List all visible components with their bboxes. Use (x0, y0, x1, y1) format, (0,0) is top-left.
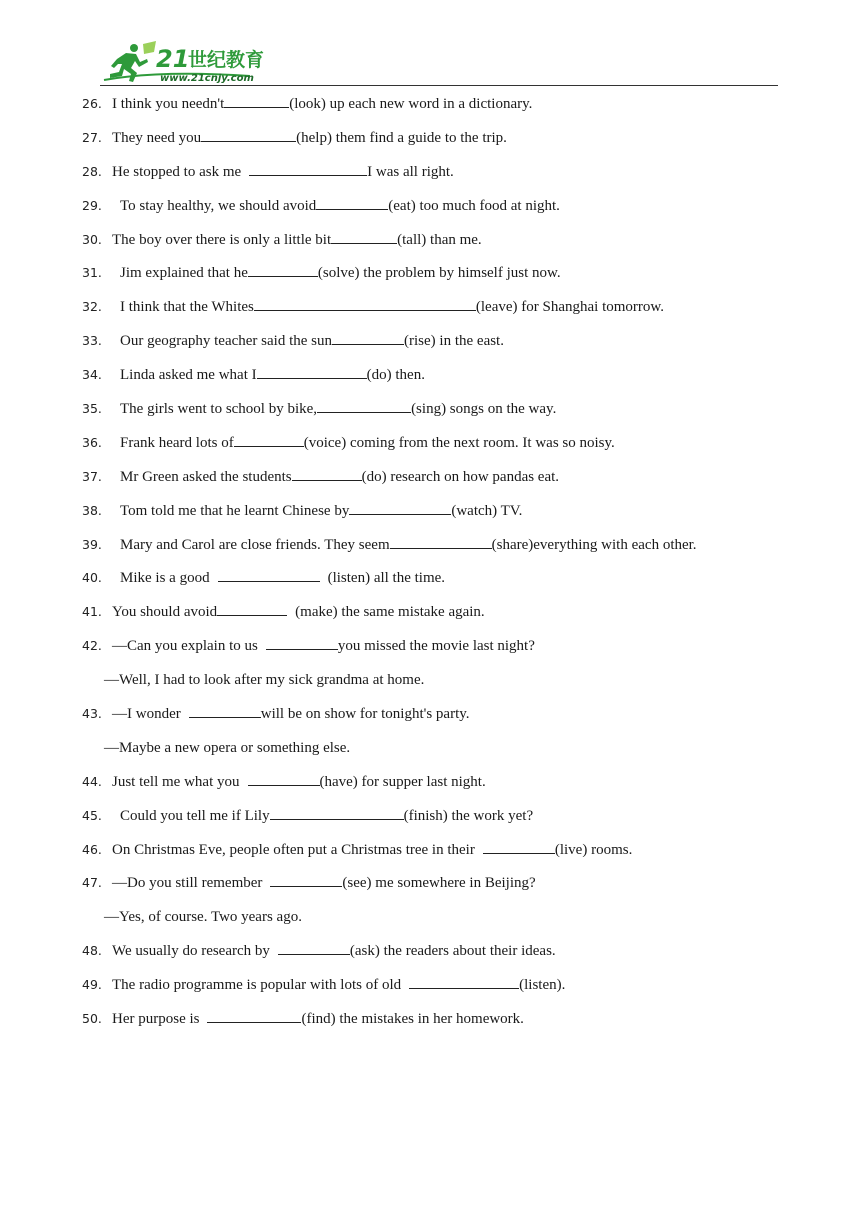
answer-blank[interactable] (390, 534, 492, 549)
question-list (82, 93, 782, 1042)
question-text: You should avoid (112, 604, 218, 621)
answer-line (82, 906, 782, 940)
question-text: —I wonder (112, 706, 181, 723)
question-number: 50. (82, 1011, 102, 1027)
question-number: 47. (82, 875, 102, 891)
question-hint: (do) research on how pandas eat. (361, 468, 560, 485)
question-number: 36. (82, 434, 102, 450)
question-item (82, 161, 782, 195)
answer-blank[interactable] (234, 432, 304, 447)
question-item (82, 703, 782, 737)
question-hint: I was all right. (367, 163, 454, 180)
question-number: 30. (82, 231, 102, 247)
header-rule (100, 85, 778, 86)
question-hint: (see) me somewhere in Beijing? (342, 875, 536, 892)
answer-blank[interactable] (316, 195, 388, 210)
answer-blank[interactable] (349, 500, 451, 515)
question-number: 27. (82, 129, 102, 145)
question-hint: (listen) all the time. (327, 570, 446, 587)
question-hint: (look) up each new word in a dictionary. (289, 96, 533, 112)
answer-blank[interactable] (266, 635, 338, 650)
answer-blank[interactable] (249, 161, 367, 176)
question-text: He stopped to ask me (112, 163, 242, 180)
question-text: Linda asked me what I (120, 367, 257, 384)
question-text: They need you (112, 129, 202, 146)
question-text: —Maybe a new opera or something else. (104, 739, 351, 756)
flag-icon (143, 41, 156, 54)
question-item (82, 567, 782, 601)
question-number: 44. (82, 773, 102, 789)
question-item (82, 974, 782, 1008)
question-text: Frank heard lots of (120, 434, 234, 451)
question-text: Our geography teacher said the sun (120, 333, 333, 350)
logo-number: 21 (156, 45, 190, 73)
question-item (82, 364, 782, 398)
question-number: 34. (82, 367, 102, 383)
question-text: I think that the Whites (120, 299, 254, 316)
question-hint: (voice) coming from the next room. It was so noisy. (303, 434, 615, 451)
question-text: To stay healthy, we should avoid (120, 197, 317, 214)
answer-blank[interactable] (189, 703, 261, 718)
question-text: Mr Green asked the students (120, 468, 292, 485)
question-text: On Christmas Eve, people often put a Christmas tree in their (112, 841, 475, 858)
answer-line (82, 669, 782, 703)
question-number: 43. (82, 706, 102, 722)
question-hint: (rise) in the east. (404, 333, 504, 350)
answer-blank[interactable] (270, 805, 404, 820)
question-text: Her purpose is (112, 1011, 200, 1028)
question-text: Mike is a good (120, 570, 210, 587)
question-number: 46. (82, 841, 102, 857)
question-number: 29. (82, 197, 102, 213)
question-item (82, 296, 782, 330)
question-text: Just tell me what you (112, 773, 240, 790)
question-hint: (solve) the problem by himself just now. (317, 265, 561, 282)
question-hint: (help) them find a guide to the trip. (296, 129, 507, 146)
logo-url: www.21cnjy.com (160, 73, 254, 84)
question-number: 28. (82, 163, 102, 179)
question-hint: will be on show for tonight's party. (260, 706, 470, 723)
question-text: Could you tell me if Lily (120, 807, 270, 824)
question-text: —Do you still remember (112, 875, 263, 892)
answer-blank[interactable] (331, 229, 397, 244)
question-item (82, 601, 782, 635)
question-item (82, 432, 782, 466)
question-number: 37. (82, 468, 102, 484)
question-item (82, 93, 782, 127)
answer-blank[interactable] (483, 839, 555, 854)
question-hint: (sing) songs on the way. (411, 401, 557, 418)
question-hint: (make) the same mistake again. (295, 604, 485, 621)
question-number: 26. (82, 96, 102, 111)
question-text: I think you needn't (112, 96, 225, 112)
question-item (82, 1008, 782, 1042)
answer-blank[interactable] (257, 364, 367, 379)
answer-blank[interactable] (317, 398, 411, 413)
question-text: We usually do research by (112, 943, 270, 960)
question-number: 33. (82, 333, 102, 349)
question-text: Mary and Carol are close friends. They seem (120, 536, 390, 553)
question-number: 35. (82, 401, 102, 417)
question-hint: (eat) too much food at night. (388, 197, 560, 214)
question-item (82, 839, 782, 873)
question-item (82, 398, 782, 432)
answer-blank[interactable] (332, 330, 404, 345)
question-item (82, 500, 782, 534)
answer-blank[interactable] (248, 262, 318, 277)
question-item (82, 330, 782, 364)
answer-blank[interactable] (217, 601, 287, 616)
question-text: Tom told me that he learnt Chinese by (120, 502, 350, 519)
question-item (82, 195, 782, 229)
answer-blank[interactable] (248, 771, 320, 786)
answer-blank[interactable] (270, 872, 342, 887)
question-text: Jim explained that he (120, 265, 248, 282)
question-hint: (listen). (519, 977, 566, 994)
answer-blank[interactable] (207, 1008, 301, 1023)
answer-blank[interactable] (278, 940, 350, 955)
question-number: 49. (82, 977, 102, 993)
question-text: —Can you explain to us (112, 638, 258, 655)
question-item (82, 534, 782, 568)
question-text: The boy over there is only a little bit (112, 231, 332, 248)
question-hint: (leave) for Shanghai tomorrow. (475, 299, 665, 316)
answer-blank[interactable] (254, 296, 476, 311)
question-hint: (ask) the readers about their ideas. (349, 943, 556, 960)
page-header (100, 40, 780, 86)
question-item (82, 872, 782, 906)
question-item (82, 805, 782, 839)
question-number: 31. (82, 265, 102, 281)
question-hint: (live) rooms. (554, 841, 633, 858)
question-hint: (watch) TV. (451, 502, 523, 519)
question-hint: (have) for supper last night. (319, 773, 486, 790)
question-item (82, 229, 782, 263)
logo-cn: 世纪教育 (188, 49, 265, 71)
question-text: —Well, I had to look after my sick grandma at home. (104, 672, 425, 689)
question-item (82, 262, 782, 296)
question-hint: (share)everything with each other. (491, 536, 697, 553)
answer-line (82, 737, 782, 771)
answer-blank[interactable] (201, 127, 296, 142)
question-number: 41. (82, 604, 102, 620)
question-number: 39. (82, 536, 102, 552)
question-hint: (find) the mistakes in her homework. (301, 1011, 524, 1028)
question-number: 32. (82, 299, 102, 315)
answer-blank[interactable] (224, 93, 289, 108)
question-number: 38. (82, 502, 102, 518)
question-hint: (tall) than me. (397, 231, 482, 248)
question-text: The girls went to school by bike, (120, 401, 318, 418)
question-hint: you missed the movie last night? (337, 638, 535, 655)
question-item (82, 466, 782, 500)
question-text: The radio programme is popular with lots of old (112, 977, 402, 994)
question-number: 48. (82, 943, 102, 959)
question-number: 45. (82, 807, 102, 823)
question-number: 40. (82, 570, 102, 586)
question-item (82, 771, 782, 805)
answer-blank[interactable] (218, 567, 320, 582)
question-item (82, 940, 782, 974)
question-number: 42. (82, 638, 102, 654)
answer-blank[interactable] (409, 974, 519, 989)
logo-21cnjy (100, 40, 270, 86)
answer-blank[interactable] (292, 466, 362, 481)
question-text: —Yes, of course. Two years ago. (104, 909, 302, 926)
question-item (82, 127, 782, 161)
question-hint: (do) then. (366, 367, 425, 384)
question-hint: (finish) the work yet? (403, 807, 534, 824)
question-item (82, 635, 782, 669)
